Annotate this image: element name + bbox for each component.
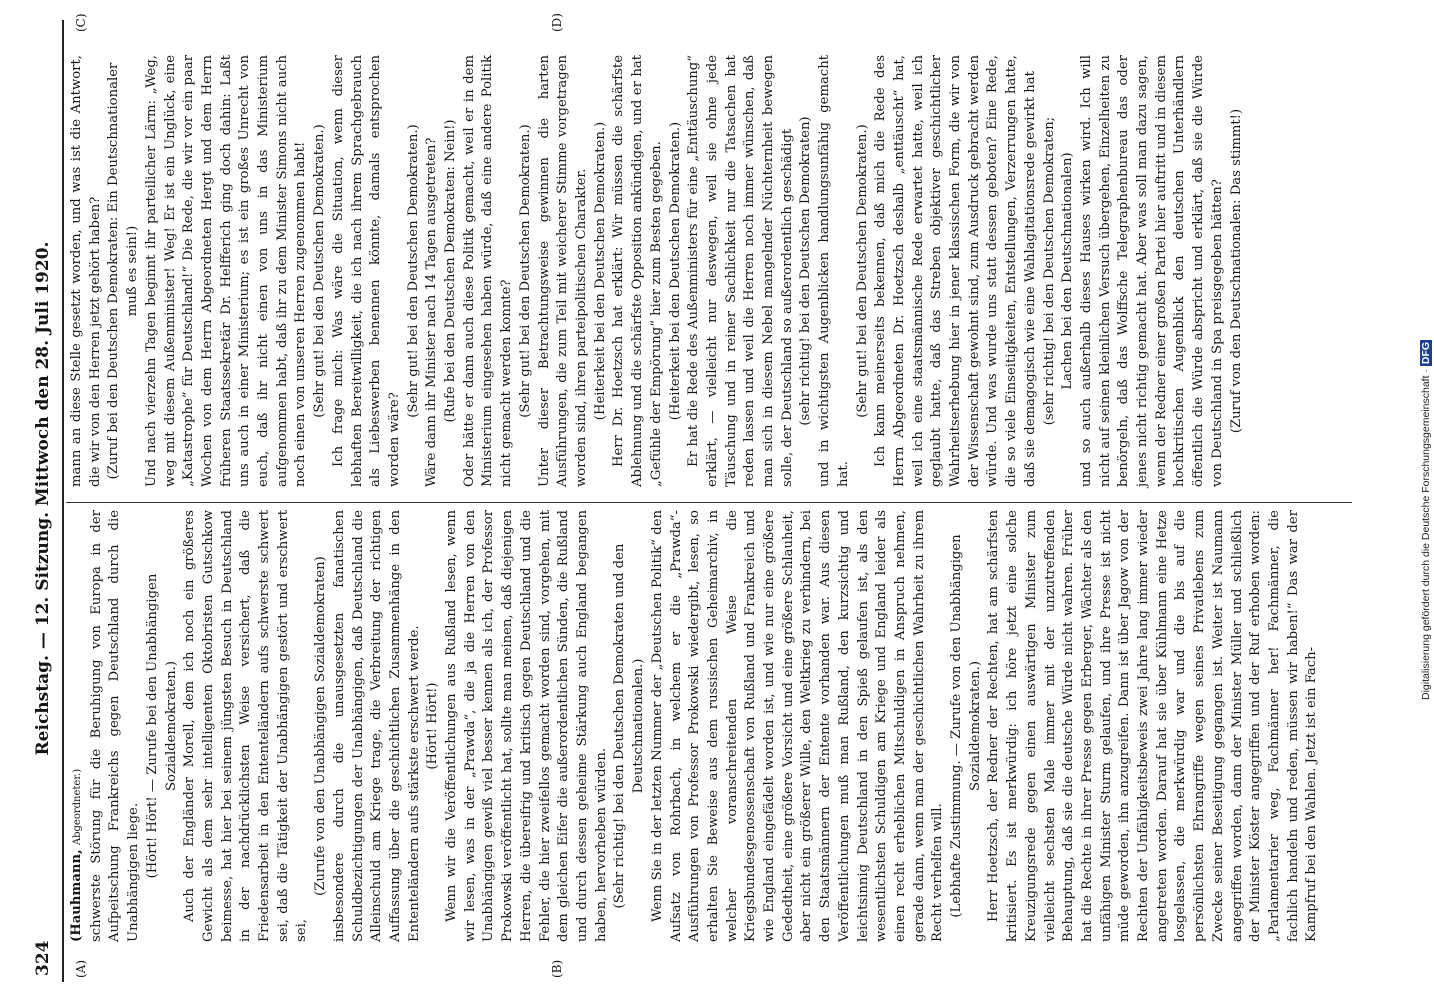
paragraph: Ich frage mich: Was wäre die Situation, wenn dieser lebhaften Bereitwilligkeit, die ich nach ihrem Sprachgebrauch als Liebeswerben benennen könnte, damals entsprochen worden wäre? <box>330 55 402 487</box>
interjection: (Zuruf von den Deutschnationalen: Das stimmt!) <box>1228 108 1244 434</box>
paragraph: Und nach vierzehn Tagen beginnt ihr parteilicher Lärm: „Weg, weg mit diesem Außenminister! Weg! Er ist ein Unglück, eine „Katastrophe“ für Deutschland!“ Die Rede, die wir vor ein paar Wochen von dem Herrn Abgeordneten Hergt und dem Herrn früheren Staatssekretär Dr. Helfferich ging doch dahin: Laßt uns auch in einer Ministerium; es ist ein großes Unrecht von euch, daß ihr nicht einen von uns in das Ministerium aufgenommen habt, daß ihr zu dem Minister Simons nicht auch noch einen von unseren Herren zugenommen habt! <box>143 55 309 487</box>
page-number: 324 <box>33 940 53 976</box>
paragraph: Wäre dann ihr Minister nach 14 Tagen ausgetreten? <box>424 137 440 487</box>
digitization-credit <box>1419 0 1433 1000</box>
interjection: (sehr richtig! bei den Deutschen Demokraten; <box>1041 116 1057 426</box>
interjection: (Lebhafte Zustimmung. — Zurufe von den Unabhängigen Sozialdemokraten.) <box>949 534 983 918</box>
paragraph: Oder hätte er dann auch diese Politik gemacht, weil er in dem Ministerium eingesehen haben würde, daß eine andere Politik nicht gemacht werden konnte? <box>461 55 515 487</box>
paragraph: insbesondere durch die unausgesetzten fanatischen Schuldbezichtigungen der Unabhängigen, daß Deutschland die Alleinschuld am Kriege trage, die Verbreitung der richtigen Auffassung über die geschichtlichen Zusammenhänge in den Ententeländern aufs stärkste erschwert werde. <box>331 510 422 942</box>
interjection: (Zuruf bei den Deutschen Demokraten: Ein Deutschnationaler muß es sein!) <box>106 62 141 480</box>
paragraph: Wenn wir die Veröffentlichungen aus Rußland lesen, wenn wir lesen, was in der „Prawda“, die ja die Herren von den Unabhängigen gewiß viel besser kennen als ich, der Professor Prokowski veröffentlicht hat, sollte man meinen, daß diejenigen Herren, die übereifrig und kritisch gegen Deutschland und die Fehler, die hier zweifellos gemacht worden sind, vorgehen, mit dem gleichen Eifer die außerordentlichen Sünden, die Rußland und durch dessen geheime Stärkung auch England begangen haben, hervorheben würden. <box>444 510 609 942</box>
interjection: (Rufe bei den Deutschen Demokraten: Nein!) <box>443 119 459 423</box>
margin-marker-a: (A) <box>74 959 88 978</box>
interjection: (Heiterkeit bei den Deutschen Demokraten.) <box>592 121 608 421</box>
interjection: (Hört! Hört!) <box>425 682 441 770</box>
interjection: (sehr richtig! bei den Deutschen Demokraten) <box>798 116 814 426</box>
digitization-credit-line <box>1419 0 1433 1000</box>
interjection: Lachen bei den Deutschnationalen) <box>1060 152 1076 390</box>
paragraph: Unter dieser Betrachtungsweise gewinnen die harten Ausführungen, die zum Teil mit weicherer Stimme vorgetragen worden sind, ihren parteipolitischen Charakter. <box>536 55 589 487</box>
paragraph: Herr Dr. Hoetzsch hat erklärt: Wir müssen die schärfste Ablehnung und die schärfste Opposition ankündigen, und er hat „Gefühle der Empörung“ hier zum Besten gegeben. <box>611 55 664 487</box>
interjection: (Hört! Hört! — Zurufe bei den Unabhängigen Sozialdemokraten.) <box>144 573 179 879</box>
page-header <box>34 21 56 976</box>
interjection: (Heiterkeit bei den Deutschen Demokraten.) <box>667 121 683 421</box>
interjection: (Sehr gut! bei den Deutschen Demokraten.) <box>517 124 533 418</box>
interjection: (Sehr richtig! bei den Deutschen Demokraten und den Deutschnationalen.) <box>612 543 647 909</box>
interjection: (Sehr gut! bei den Deutschen Demokraten.) <box>405 124 421 418</box>
paragraph: Ich kann meinerseits bekennen, daß mich die Rede des Herrn Abgeordneten Dr. Hoetzsch deshalb „enttäuscht“ hat, weil ich eine staatsmännische Rede erwartet hatte, weil ich geglaubt hatte, daß das Streben objektiver geschichtlicher Wahrheitserhebung hier in jener klassischen Form, die wir von der Wissenschaft gewohnt sind, zum Ausdruck gebracht werden würde. Und was wurde uns statt dessen geboten? Eine Rede, die so viele Einseitigkeiten, Entstellungen, Verzerrungen hatte, daß sie demagogisch wie eine Wahlagitationsrede gewirkt hat <box>873 55 1038 487</box>
speaker-role: Abgeordneter.) <box>72 768 83 846</box>
credit-text: Digitalisierung gefördert durch die Deutsche Forschungsgemeinschaft · <box>1420 369 1432 700</box>
paragraph: und in wichtigsten Augenblicken handlungsunfähig gemacht hat. <box>817 55 851 487</box>
running-title: Reichstag. — 12. Sitzung. Mittwoch den 28. Juli 1920. <box>33 241 53 756</box>
speaker-line <box>68 510 88 942</box>
text-column-right <box>68 55 1246 487</box>
text-column-left <box>68 510 1322 942</box>
paragraph: Auch der Engländer Morell, dem ich noch ein größeres Gewicht als dem sehr intelligenten Oktobristen Gutschkow beimesse, hat hier bei seinem jüngsten Besuch in Deutschland in der nachdrücklichsten Weise versichert, daß die Friedensarbeit in den Ententeländern aufs schwerste schwert sei, daß die Tätigkeit der Unabhängigen gestört und erschwert sei, <box>182 510 310 942</box>
interjection: (Sehr gut! bei den Deutschen Demokraten.) <box>312 124 328 418</box>
margin-marker-b: (B) <box>550 959 564 978</box>
paragraph: Wenn Sie in der letzten Nummer der „Deutschen Politik“ den Aufsatz von Rohrbach, in welchem er die „Prawda“-Ausführungen von Professor Prokowski wiedergibt, lesen, so erhalten Sie Beweise aus dem russischen Geheimarchiv, in welcher voranschreitenden Weise die Kriegsbundesgenossenschaft von Rußland und Frankreich und wie England eingefädelt worden ist, und wie nur eine größere Gededtheit, eine größere Vorsicht und eine größere Schlauheit, aber nicht ein größerer Wille, den Weltkrieg zu verhindern, bei den Staatsmännern der Entente vorhanden war. Aus diesen Veröffentlichungen muß man Rußland, den kurzsichtig und leichtsinnig Deutschland in den Spieß gelaufen ist, als den wesentlichsten Schuldigen am Kriege und England leider als einen recht erheblichen Mitschuldigen in Anspruch nehmen, gerade dann, wenn man der geschichtlichen Wahrheit zu ihrem Recht verhelfen will. <box>649 510 946 942</box>
speaker-name: (Hauhmann, <box>69 849 84 942</box>
margin-marker-c: (C) <box>74 13 88 32</box>
interjection: (Sehr gut! bei den Deutschen Demokraten.) <box>854 124 870 418</box>
column-divider <box>66 502 1352 503</box>
dfg-logo: DFG <box>1420 341 1432 365</box>
paragraph: und so auch außerhalb dieses Hauses wirken wird. Ich will nicht auf seinen kleinlichen Versuch übergehen, Einzelheiten zu benörgeln, daß das Wolffsche Telegraphenbureau das oder jenes nicht richtig gemacht hat. Aber was soll man dazu sagen, wenn der Redner einer großen Partei hier auftritt und in diesem hochkritischen Augenblick den deutschen Unterhändlern öffentlich die Würde abspricht und erklärt, daß sie die Würde von Deutschland in Spa preisgegeben hätten? <box>1078 55 1225 487</box>
header-rule <box>62 20 64 982</box>
paragraph: Herr Hoetzsch, der Redner der Rechten, hat am schärfsten kritisiert. Es ist merkwürdig: ich höre jetzt eine solche Kreuzigungsrede gegen einen auswärtigen Minister zum vielleicht sechsten Male immer mit der unzutreffenden Behauptung, daß sie die deutsche Würde nicht wahren. Früher hat die Rechte in ihrer Presse gegen Erberger, Wächter als den unfähigen Minister Sturm gelaufen, und ihre Presse ist nicht müde geworden, ihn anzugreifen. Dann ist über Jagow von der Rechten der Unfähigkeitsbeweis zwei Jahre lang immer wieder angetreten worden. Darauf hat sie über Kühlmann eine Hetze losgelassen, die merkwürdig war und die bis auf die persönlichsten Ehrangriffe wegen seines Privatlebens zum Zwecke seiner Beseitigung gegangen ist. Weiter ist Naumann angegriffen worden, dann der Minister Müller und schließlich der Minister Köster angegriffen und der Ruf erhoben worden: „Parlamentarier weg, Fachmänner her! Fachmänner, die fachlich handeln und reden, müssen wir haben!“ Das war der Kampfruf bei den Wahlen. Jetzt ist ein Fach- <box>986 510 1320 942</box>
paragraph: Er hat die Rede des Außenministers für eine „Enttäuschung“ erklärt, — vielleicht nur deswegen, weil sie ohne jede Täuschung und in reiner Sachlichkeit nur die Tatsachen hat reden lassen und weil die Herren noch immer wünschen, daß man sich in diesem Nebel mangelnder Nüchternheit bewegen solle, der Deutschland so außerordentlich geschädigt <box>686 55 795 487</box>
paragraph: schwerste Störung für die Beruhigung von Europa in der Aufpeitschung Frankreichs gegen Deutschland durch die Unabhängigen liege. <box>88 510 142 942</box>
interjection: (Zurufe von den Unabhängigen Sozialdemokraten) <box>313 556 329 896</box>
margin-marker-d: (D) <box>550 13 564 32</box>
paragraph: mann an diese Stelle gesetzt worden, und was ist die Antwort, die wir von den Herren jetzt gehört haben? <box>69 55 103 487</box>
